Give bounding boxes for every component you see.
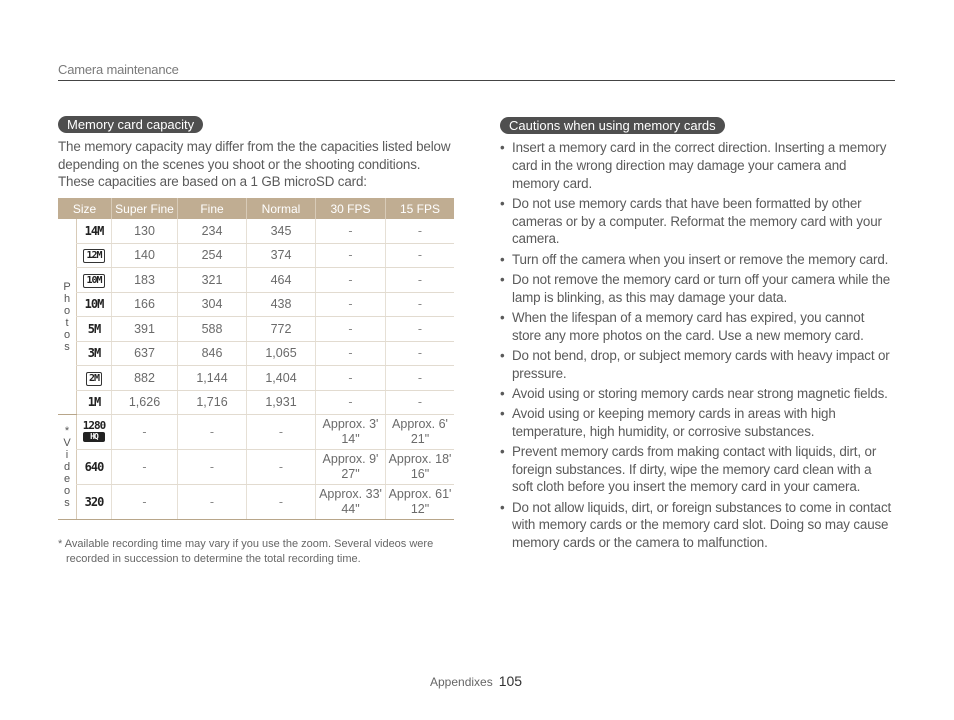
table-cell: - bbox=[316, 341, 386, 366]
table-cell: 637 bbox=[112, 341, 178, 366]
size-2m-wide-icon: 2M bbox=[77, 366, 112, 391]
table-cell: 183 bbox=[112, 268, 178, 293]
table-row bbox=[58, 450, 454, 485]
list-item: • Do not bend, drop, or subject memory cards with heavy impact or pressure. bbox=[497, 347, 895, 383]
table-cell: - bbox=[386, 219, 455, 243]
table-cell: 464 bbox=[247, 268, 316, 293]
table-row bbox=[58, 243, 454, 268]
table-cell: 1,404 bbox=[247, 366, 316, 391]
table-row bbox=[58, 292, 454, 317]
memory-capacity-intro: The memory capacity may differ from the the capacities listed below depending on the scenes you shoot or the shooting conditions. These capacities are based on a 1 GB microSD card: bbox=[58, 139, 451, 189]
size-1m-icon: 1M bbox=[77, 390, 112, 415]
table-cell: 1,716 bbox=[178, 390, 247, 415]
table-cell: - bbox=[386, 366, 455, 391]
table-cell: - bbox=[316, 268, 386, 293]
table-cell: - bbox=[316, 243, 386, 268]
table-cell: Approx. 6' 21" bbox=[386, 415, 455, 450]
table-cell: Approx. 61' 12" bbox=[386, 485, 455, 520]
section-title: Camera maintenance bbox=[58, 62, 179, 77]
table-cell: - bbox=[316, 219, 386, 243]
table-cell: 438 bbox=[247, 292, 316, 317]
table-cell: Approx. 3' 14" bbox=[316, 415, 386, 450]
table-row bbox=[58, 415, 454, 450]
table-cell: Approx. 9' 27" bbox=[316, 450, 386, 485]
table-cell: 140 bbox=[112, 243, 178, 268]
table-cell: Approx. 33' 44" bbox=[316, 485, 386, 520]
memory-capacity-heading: Memory card capacity bbox=[58, 116, 203, 133]
table-cell: - bbox=[316, 317, 386, 342]
table-header-row bbox=[58, 198, 454, 219]
size-3m-icon: 3M bbox=[77, 341, 112, 366]
table-cell: - bbox=[386, 292, 455, 317]
table-cell: - bbox=[316, 292, 386, 317]
table-cell: - bbox=[386, 317, 455, 342]
table-cell: - bbox=[386, 268, 455, 293]
list-item: • Do not remove the memory card or turn off your camera while the lamp is blinking, as this may damage your data. bbox=[497, 271, 895, 307]
table-cell: 1,931 bbox=[247, 390, 316, 415]
list-item: • Turn off the camera when you insert or remove the memory card. bbox=[497, 251, 895, 269]
table-row bbox=[58, 219, 454, 243]
table-row bbox=[58, 485, 454, 520]
col-header-normal: Normal bbox=[247, 198, 316, 219]
capacity-table bbox=[58, 198, 454, 520]
table-cell: - bbox=[386, 390, 455, 415]
col-header-15fps: 15 FPS bbox=[386, 198, 455, 219]
table-cell: 588 bbox=[178, 317, 247, 342]
table-row bbox=[58, 341, 454, 366]
table-row bbox=[58, 390, 454, 415]
table-cell: - bbox=[316, 390, 386, 415]
table-cell: 391 bbox=[112, 317, 178, 342]
list-item: • Avoid using or storing memory cards near strong magnetic fields. bbox=[497, 385, 895, 403]
table-row bbox=[58, 317, 454, 342]
table-cell: - bbox=[112, 485, 178, 520]
size-10m-wide-icon: 10M bbox=[77, 268, 112, 293]
table-cell: 1,065 bbox=[247, 341, 316, 366]
list-item: • Prevent memory cards from making contact with liquids, dirt, or foreign substances. If dirty, wipe the memory card clean with a soft cloth before you insert the memory card in your camera. bbox=[497, 443, 895, 496]
photos-group-label: Photos bbox=[58, 219, 77, 415]
page-footer bbox=[430, 673, 522, 689]
list-item: • Do not allow liquids, dirt, or foreign substances to come in contact with memory cards or the memory card slot. Doing so may cause memory cards or the camera to malfunction. bbox=[497, 499, 895, 552]
cautions-heading: Cautions when using memory cards bbox=[500, 117, 725, 134]
table-cell: 130 bbox=[112, 219, 178, 243]
list-item: • Do not use memory cards that have been formatted by other cameras or by a computer. Reformat the memory card with your camera. bbox=[497, 195, 895, 248]
table-cell: 882 bbox=[112, 366, 178, 391]
video-320-icon: 320 bbox=[77, 485, 112, 520]
video-1280-hq-icon: 1280 HQ bbox=[77, 415, 112, 450]
size-10m-icon: 10M bbox=[77, 292, 112, 317]
table-cell: 772 bbox=[247, 317, 316, 342]
table-cell: 345 bbox=[247, 219, 316, 243]
list-item: • Avoid using or keeping memory cards in areas with high temperature, high humidity, or corrosive substances. bbox=[497, 405, 895, 441]
table-cell: 234 bbox=[178, 219, 247, 243]
col-header-size: Size bbox=[58, 198, 112, 219]
list-item: • When the lifespan of a memory card has expired, you cannot store any more photos on the card. Use a new memory card. bbox=[497, 309, 895, 345]
table-cell: - bbox=[247, 415, 316, 450]
table-cell: 374 bbox=[247, 243, 316, 268]
table-cell: 166 bbox=[112, 292, 178, 317]
table-cell: 254 bbox=[178, 243, 247, 268]
table-row bbox=[58, 366, 454, 391]
videos-group-label: *Videos bbox=[58, 415, 77, 520]
col-header-30fps: 30 FPS bbox=[316, 198, 386, 219]
table-cell: - bbox=[112, 415, 178, 450]
table-cell: 846 bbox=[178, 341, 247, 366]
page-number: 105 bbox=[498, 673, 523, 689]
table-cell: - bbox=[178, 450, 247, 485]
table-cell: 1,626 bbox=[112, 390, 178, 415]
video-640-icon: 640 bbox=[77, 450, 112, 485]
table-cell: 321 bbox=[178, 268, 247, 293]
list-item: • Insert a memory card in the correct direction. Inserting a memory card in the wrong direction may damage your camera and memory card. bbox=[497, 139, 895, 192]
size-12m-wide-icon: 12M bbox=[77, 243, 112, 268]
table-cell: - bbox=[178, 485, 247, 520]
table-cell: - bbox=[386, 243, 455, 268]
table-cell: Approx. 18' 16" bbox=[386, 450, 455, 485]
table-cell: - bbox=[316, 366, 386, 391]
table-cell: - bbox=[178, 415, 247, 450]
table-cell: - bbox=[112, 450, 178, 485]
cautions-list bbox=[497, 139, 895, 554]
table-row bbox=[58, 268, 454, 293]
col-header-super-fine: Super Fine bbox=[112, 198, 178, 219]
table-footnote: * Available recording time may vary if you use the zoom. Several videos were recorded in succession to determine the total recording time. bbox=[58, 538, 434, 565]
table-cell: 1,144 bbox=[178, 366, 247, 391]
table-cell: - bbox=[247, 485, 316, 520]
footer-section: Appendixes bbox=[430, 675, 493, 689]
size-14m-icon: 14M bbox=[77, 219, 112, 243]
table-cell: - bbox=[386, 341, 455, 366]
size-5m-icon: 5M bbox=[77, 317, 112, 342]
header-divider bbox=[58, 80, 895, 81]
table-cell: - bbox=[247, 450, 316, 485]
table-cell: 304 bbox=[178, 292, 247, 317]
col-header-fine: Fine bbox=[178, 198, 247, 219]
